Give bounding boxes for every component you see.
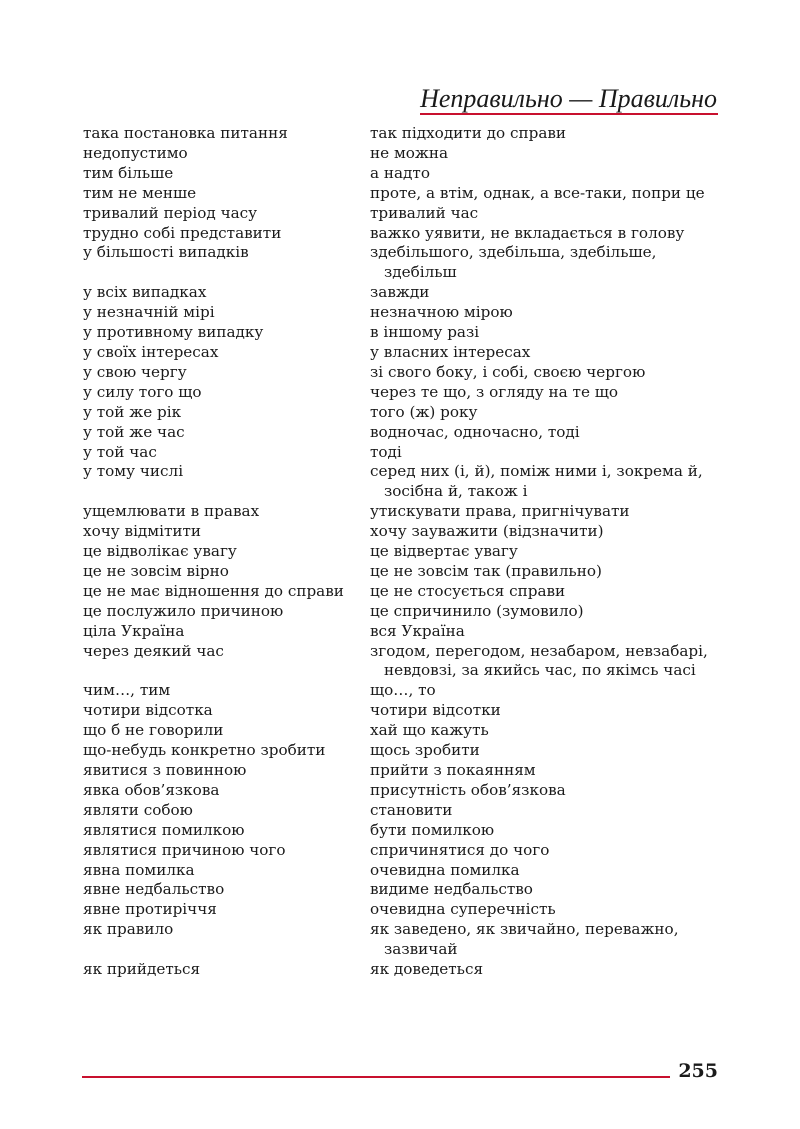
incorrect-phrase: тим не менше — [83, 183, 197, 202]
correct-phrase-text: присутність обов’язкова — [370, 780, 566, 799]
incorrect-phrase: у більшості випадків — [83, 243, 249, 262]
correct-phrase-text: хай що кажуть — [370, 721, 489, 740]
phrase-row — [83, 721, 723, 741]
phrase-row — [83, 602, 723, 622]
correct-phrase — [370, 224, 723, 244]
correct-phrase-text: видиме недбальство — [370, 880, 533, 899]
phrase-row — [83, 701, 723, 721]
phrase-row — [83, 443, 723, 463]
correct-phrase — [370, 582, 723, 602]
correct-phrase-text: так підходити до справи — [370, 124, 567, 142]
correct-phrase-text: утискувати права, пригнічувати — [370, 502, 630, 521]
incorrect-phrase: у тому числі — [83, 462, 184, 481]
incorrect-phrase: у всіх випадках — [83, 283, 207, 302]
incorrect-phrase: це не має відношення до справи — [83, 581, 344, 600]
correct-phrase-text: очевидна суперечність — [370, 900, 556, 919]
correct-phrase — [370, 622, 723, 642]
phrase-row — [83, 920, 723, 960]
phrase-row — [83, 622, 723, 642]
phrase-row — [83, 681, 723, 701]
phrase-row — [83, 761, 723, 781]
correct-phrase — [370, 880, 723, 900]
incorrect-phrase: трудно собі представити — [83, 223, 282, 242]
phrase-row — [83, 423, 723, 443]
phrase-row — [83, 880, 723, 900]
incorrect-phrase: хочу відмітити — [83, 522, 201, 541]
correct-phrase-text: бути помилкою — [370, 820, 495, 839]
correct-phrase-text: як доведеться — [370, 960, 484, 979]
incorrect-phrase: ціла Україна — [83, 621, 185, 640]
correct-phrase — [370, 801, 723, 821]
incorrect-phrase: явитися з повинною — [83, 761, 247, 779]
correct-phrase-text: не можна — [370, 143, 449, 162]
correct-phrase-text: вся Україна — [370, 621, 465, 640]
correct-phrase — [370, 542, 723, 562]
correct-phrase — [370, 841, 723, 861]
correct-phrase — [370, 960, 723, 980]
phrase-row — [83, 343, 723, 363]
correct-phrase-text: тривалий час — [370, 203, 479, 222]
phrase-row — [83, 323, 723, 343]
correct-phrase — [370, 721, 723, 741]
incorrect-phrase: являтися причиною чого — [83, 840, 286, 859]
incorrect-phrase: така постановка питання — [83, 124, 288, 142]
correct-phrase — [370, 781, 723, 801]
correct-phrase — [370, 283, 723, 303]
correct-phrase — [370, 681, 723, 701]
phrase-row — [83, 900, 723, 920]
phrase-row — [83, 582, 723, 602]
correct-phrase-text: незначною мірою — [370, 303, 513, 322]
correct-phrase — [370, 502, 723, 522]
correct-phrase — [370, 900, 723, 920]
correct-phrase-text: прийти з покаянням — [370, 761, 536, 779]
phrase-row — [83, 562, 723, 582]
phrase-row — [83, 124, 723, 144]
phrase-row — [83, 502, 723, 522]
phrase-row — [83, 204, 723, 224]
incorrect-phrase: у той же час — [83, 422, 185, 441]
incorrect-phrase: у той же рік — [83, 402, 182, 421]
phrase-row — [83, 403, 723, 423]
correct-phrase-text: це не зовсім так (правильно) — [370, 561, 602, 580]
phrase-row — [83, 184, 723, 204]
correct-phrase-text: чотири відсотки — [370, 701, 501, 720]
incorrect-phrase: у своїх інтересах — [83, 342, 219, 361]
incorrect-phrase: тривалий період часу — [83, 203, 258, 222]
correct-phrase-text: згодом, перегодом, незабаром, невзабарі, — [370, 641, 708, 660]
correct-phrase-continuation: невдовзі, за якийсь час, по якімсь часі — [384, 661, 696, 680]
correct-phrase — [370, 303, 723, 323]
phrase-row — [83, 642, 723, 682]
correct-phrase-text: у власних інтересах — [370, 342, 531, 361]
correct-phrase — [370, 701, 723, 721]
correct-phrase-continuation: зосібна й, також і — [384, 482, 528, 501]
incorrect-phrase: чотири відсотка — [83, 701, 213, 720]
correct-phrase — [370, 184, 723, 204]
correct-phrase-text: серед них (і, й), поміж ними і, зокрема й, — [370, 462, 703, 481]
correct-phrase — [370, 204, 723, 224]
phrase-row — [83, 303, 723, 323]
correct-phrase — [370, 403, 723, 423]
phrase-row — [83, 781, 723, 801]
page-header-title: Неправильно — Правильно — [420, 84, 717, 113]
correct-phrase — [370, 363, 723, 383]
correct-phrase — [370, 741, 723, 761]
phrase-row — [83, 224, 723, 244]
page-number: 255 — [678, 1060, 718, 1082]
phrase-row — [83, 542, 723, 562]
correct-phrase — [370, 124, 723, 144]
incorrect-phrase: як правило — [83, 920, 174, 939]
incorrect-phrase: являтися помилкою — [83, 820, 245, 839]
correct-phrase — [370, 243, 723, 283]
correct-phrase-text: як заведено, як звичайно, переважно, — [370, 920, 679, 939]
phrase-row — [83, 741, 723, 761]
correct-phrase-text: хочу зауважити (відзначити) — [370, 522, 604, 541]
correct-phrase-continuation: здебільш — [384, 263, 457, 282]
correct-phrase — [370, 761, 723, 781]
incorrect-phrase: як прийдеться — [83, 960, 201, 979]
correct-phrase-text: це не стосується справи — [370, 581, 566, 600]
incorrect-phrase: тим більше — [83, 163, 174, 182]
correct-phrase — [370, 343, 723, 363]
phrase-row — [83, 841, 723, 861]
correct-phrase-text: водночас, одночасно, тоді — [370, 422, 580, 441]
correct-phrase-text: очевидна помилка — [370, 860, 520, 879]
phrase-row — [83, 462, 723, 502]
incorrect-phrase: у незначній мірі — [83, 303, 215, 322]
incorrect-phrase: через деякий час — [83, 641, 224, 660]
phrase-row — [83, 383, 723, 403]
correct-phrase — [370, 642, 723, 682]
incorrect-phrase: що б не говорили — [83, 721, 224, 740]
correct-phrase — [370, 920, 723, 960]
correct-phrase — [370, 164, 723, 184]
correct-phrase-text: зі свого боку, і собі, своєю чергою — [370, 362, 646, 381]
correct-phrase — [370, 144, 723, 164]
incorrect-phrase: явка обов’язкова — [83, 780, 220, 799]
phrase-row — [83, 283, 723, 303]
correct-phrase-continuation: зазвичай — [384, 940, 458, 959]
correct-phrase-text: а надто — [370, 163, 430, 182]
correct-phrase — [370, 383, 723, 403]
correct-phrase — [370, 323, 723, 343]
incorrect-phrase: чим…, тим — [83, 681, 171, 700]
correct-phrase-text: спричинятися до чого — [370, 840, 550, 859]
correct-phrase-text: через те що, з огляду на те що — [370, 382, 619, 401]
phrase-list — [83, 124, 723, 980]
incorrect-phrase: це відволікає увагу — [83, 542, 237, 561]
correct-phrase — [370, 423, 723, 443]
incorrect-phrase: явна помилка — [83, 860, 195, 879]
incorrect-phrase: у свою чергу — [83, 362, 187, 381]
phrase-row — [83, 164, 723, 184]
correct-phrase-text: щось зробити — [370, 741, 480, 760]
correct-phrase-text: що…, то — [370, 681, 436, 700]
incorrect-phrase: являти собою — [83, 800, 193, 819]
correct-phrase-text: того (ж) року — [370, 402, 478, 421]
incorrect-phrase: явне протиріччя — [83, 900, 217, 919]
phrase-row — [83, 801, 723, 821]
incorrect-phrase: що-небудь конкретно зробити — [83, 741, 326, 760]
phrase-row — [83, 243, 723, 283]
phrase-row — [83, 144, 723, 164]
correct-phrase — [370, 562, 723, 582]
incorrect-phrase: у силу того що — [83, 382, 202, 401]
phrase-row — [83, 821, 723, 841]
phrase-row — [83, 861, 723, 881]
correct-phrase — [370, 522, 723, 542]
phrase-row — [83, 960, 723, 980]
phrase-row — [83, 363, 723, 383]
correct-phrase-text: завжди — [370, 283, 430, 302]
incorrect-phrase: явне недбальство — [83, 880, 225, 899]
correct-phrase-text: важко уявити, не вкладається в голову — [370, 223, 685, 242]
correct-phrase — [370, 861, 723, 881]
incorrect-phrase: це не зовсім вірно — [83, 561, 229, 580]
incorrect-phrase: недопустимо — [83, 143, 188, 162]
header-divider — [420, 113, 718, 115]
phrase-row — [83, 522, 723, 542]
footer-divider — [82, 1076, 670, 1078]
incorrect-phrase: у той час — [83, 442, 157, 461]
correct-phrase — [370, 821, 723, 841]
incorrect-phrase: ущемлювати в правах — [83, 502, 260, 521]
correct-phrase-text: тоді — [370, 442, 402, 461]
correct-phrase — [370, 602, 723, 622]
incorrect-phrase: це послужило причиною — [83, 601, 284, 620]
incorrect-phrase: у противному випадку — [83, 323, 264, 342]
correct-phrase-text: це спричинило (зумовило) — [370, 601, 584, 620]
correct-phrase-text: здебільшого, здебільша, здебільше, — [370, 243, 657, 262]
correct-phrase-text: проте, а втім, однак, а все-таки, попри це — [370, 183, 705, 202]
correct-phrase-text: це відвертає увагу — [370, 542, 518, 561]
correct-phrase — [370, 462, 723, 502]
correct-phrase-text: в іншому разі — [370, 323, 480, 342]
correct-phrase — [370, 443, 723, 463]
correct-phrase-text: становити — [370, 800, 453, 819]
